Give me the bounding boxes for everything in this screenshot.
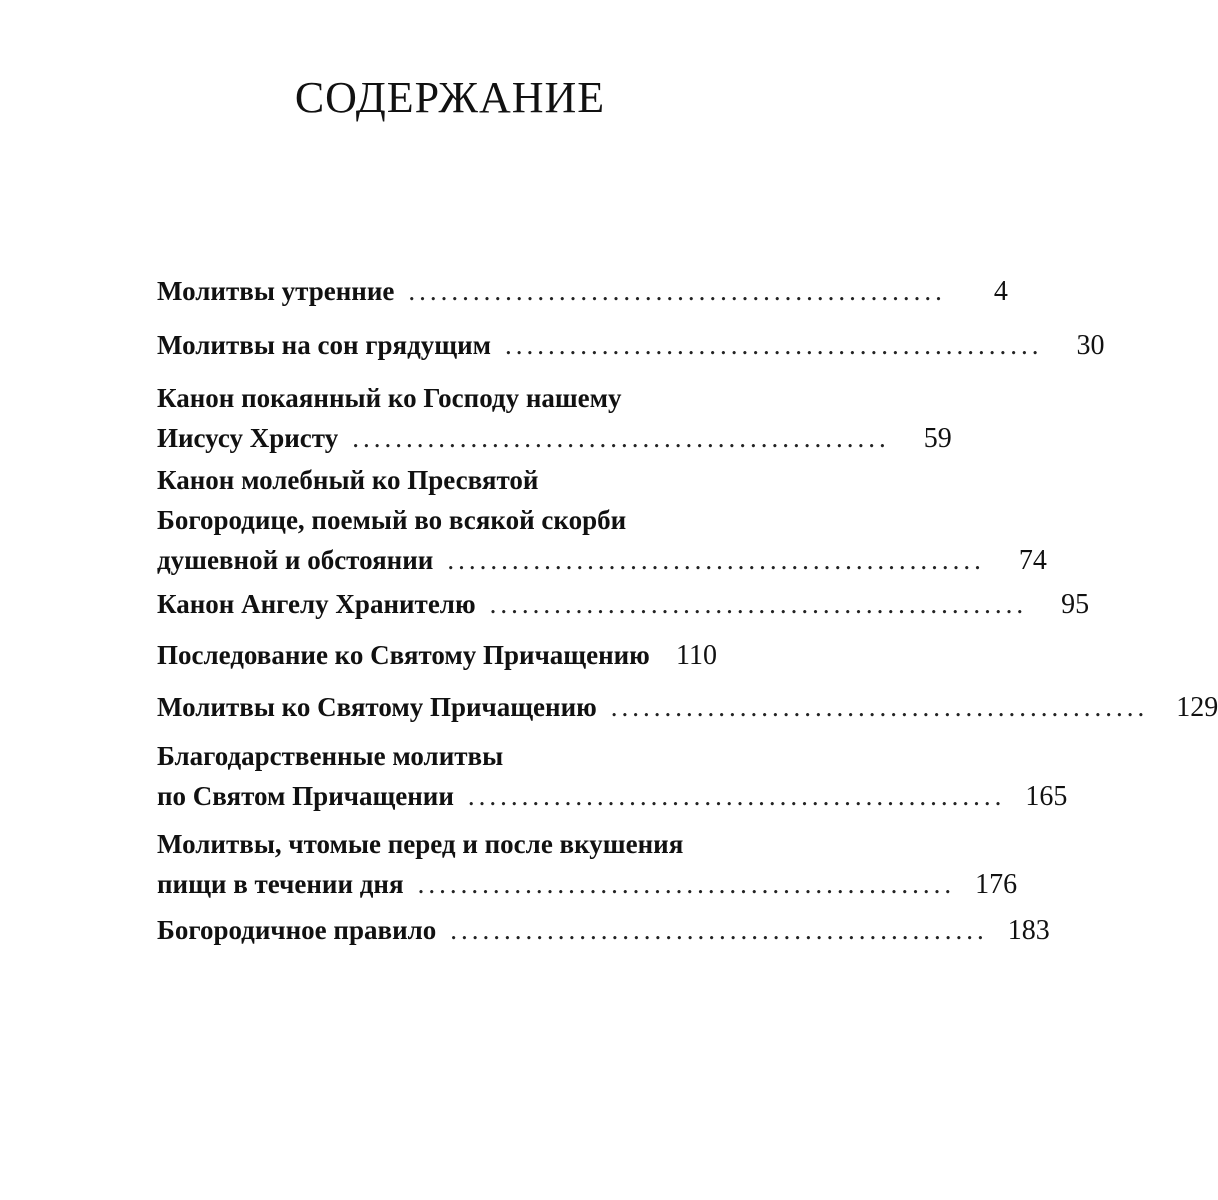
toc-entry-page: 110 xyxy=(676,640,717,671)
leader-dots: .................................................. xyxy=(408,276,946,306)
toc-entry-title: Молитвы, чтомые перед и после вкушения xyxy=(157,829,684,859)
toc-entry-page: 95 xyxy=(1061,589,1090,620)
leader-dots: .................................................. xyxy=(467,781,1006,811)
leader-dots: .................................................. xyxy=(352,423,890,453)
toc-entry-page: 165 xyxy=(1025,781,1068,812)
toc-entry-title: Богородичное правило xyxy=(157,915,437,945)
leader-dots: .................................................. xyxy=(489,589,1028,619)
toc-entry[interactable] xyxy=(157,824,1018,904)
toc-entry-page: 74 xyxy=(1018,545,1047,576)
toc-entry-title-continued: пищи в течении дня xyxy=(157,869,404,899)
leader-dots: .................................................. xyxy=(417,869,956,899)
toc-entry-title: Канон Ангелу Хранителю xyxy=(157,589,476,619)
toc-entry-title: Последование ко Святому Причащению xyxy=(157,640,650,670)
leader-dots: .................................................. xyxy=(610,692,1149,722)
toc-entry-title-continued: Иисусу Христу xyxy=(157,423,339,453)
toc-entry-page: 176 xyxy=(975,869,1018,900)
toc-entry-title: Молитвы утренние xyxy=(157,276,395,306)
toc-entry[interactable] xyxy=(157,325,1105,365)
leader-dots: .................................................. xyxy=(447,545,985,575)
toc-entry[interactable] xyxy=(157,687,1218,727)
page-title: СОДЕРЖАНИЕ xyxy=(294,73,606,122)
toc-entry-title: Молитвы на сон грядущим xyxy=(157,330,492,360)
toc-entry-title: Канон молебный ко Пресвятой xyxy=(157,465,539,495)
toc-entry-page: 183 xyxy=(1007,915,1050,946)
leader-dots: .................................................. xyxy=(450,915,988,945)
toc-entry-page: 30 xyxy=(1076,330,1105,361)
toc-entry-page: 59 xyxy=(923,423,952,454)
toc-entry-title-continued: Богородице, поемый во всякой скорби xyxy=(157,505,627,535)
toc-entry-page: 129 xyxy=(1176,692,1218,723)
leader-dots: .................................................. xyxy=(505,330,1043,360)
toc-entry-title-continued: душевной и обстоянии xyxy=(157,545,434,575)
toc-entry[interactable] xyxy=(157,736,1068,816)
toc-entry-title-continued: по Святом Причащении xyxy=(157,781,454,811)
toc-entry[interactable] xyxy=(157,910,1050,950)
toc-entry-title: Благодарственные молитвы xyxy=(157,741,504,771)
toc-entry[interactable] xyxy=(157,271,1008,311)
toc-entry[interactable] xyxy=(157,378,952,458)
toc-entry-page: 4 xyxy=(993,276,1008,307)
toc-entry-title: Канон покаянный ко Господу нашему xyxy=(157,383,622,413)
toc-entry[interactable] xyxy=(157,460,1047,580)
toc-entry[interactable] xyxy=(157,584,1090,624)
toc-entry-title: Молитвы ко Святому Причащению xyxy=(157,692,597,722)
toc-entry[interactable] xyxy=(157,635,717,675)
